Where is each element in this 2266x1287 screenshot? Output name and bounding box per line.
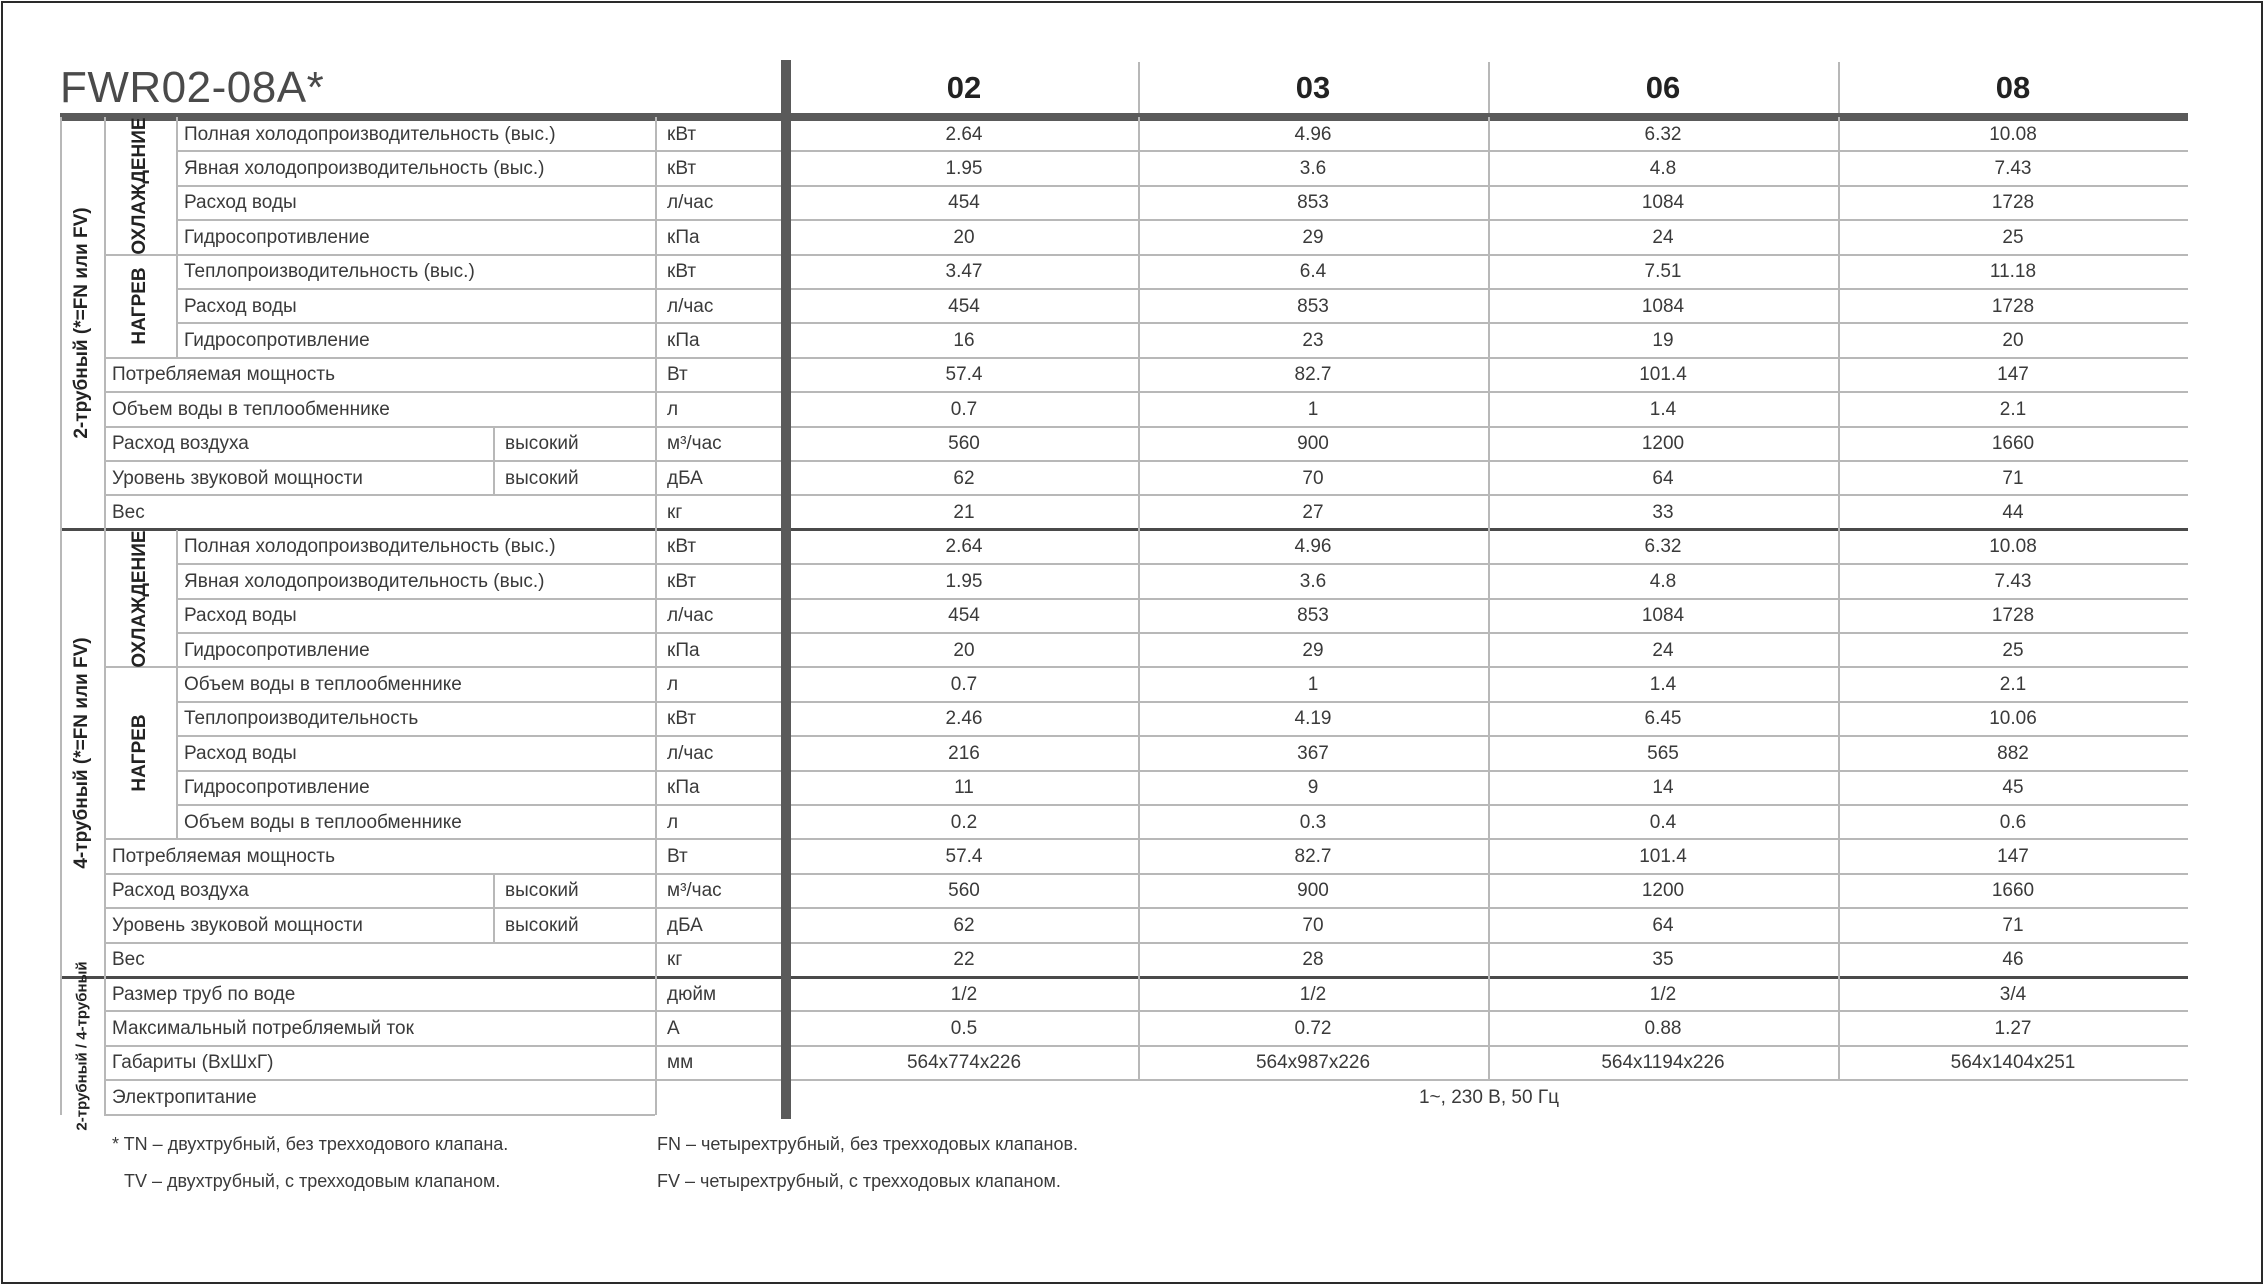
param-label: Потребляемая мощность <box>112 845 336 867</box>
value-cell: 1/2 <box>1649 983 1677 1005</box>
row-rule <box>104 357 2188 359</box>
value-cell: 0.88 <box>1644 1017 1682 1039</box>
row-rule <box>176 322 2188 324</box>
row-rule <box>176 563 2188 565</box>
row-rule <box>176 770 2188 772</box>
value-cell: 564x774x226 <box>906 1052 1022 1074</box>
subgroup-label-heating: НАГРЕВ <box>129 714 150 793</box>
value-cell: 564x1194x226 <box>1601 1052 1725 1074</box>
section-rule <box>60 976 2188 979</box>
param-label: Объем воды в теплообменнике <box>112 398 390 420</box>
value-cell: 1 <box>1307 673 1319 695</box>
model-header-08: 08 <box>1995 70 2031 105</box>
unit-label: кПа <box>667 639 700 661</box>
value-divider <box>1838 117 1840 1080</box>
row-rule <box>104 666 2188 668</box>
value-cell: 560 <box>948 433 980 455</box>
param-label: Полная холодопроизводительность (выс.) <box>184 123 556 145</box>
unit-label: л/час <box>667 295 714 317</box>
unit-label: А <box>667 1017 680 1039</box>
unit-label: кВт <box>667 570 697 592</box>
value-cell: 2.46 <box>945 708 983 730</box>
unit-label: кВт <box>667 157 697 179</box>
value-cell: 3.6 <box>1299 570 1327 592</box>
value-cell: 101.4 <box>1639 364 1687 386</box>
value-cell: 1.4 <box>1649 398 1677 420</box>
value-cell: 367 <box>1297 742 1329 764</box>
value-cell: 1084 <box>1641 192 1685 214</box>
unit-label: кПа <box>667 226 700 248</box>
value-cell: 4.8 <box>1649 157 1677 179</box>
param-label: Расход воды <box>184 742 297 764</box>
mode-divider <box>493 908 495 942</box>
value-cell: 454 <box>948 295 980 317</box>
value-cell: 82.7 <box>1294 364 1332 386</box>
mode-divider <box>493 874 495 908</box>
row-rule <box>104 1079 2188 1081</box>
unit-label: кВт <box>667 536 697 558</box>
row-rule <box>176 701 2188 703</box>
value-cell: 6.4 <box>1299 261 1327 283</box>
value-cell: 147 <box>1997 364 2029 386</box>
row-rule <box>104 838 2188 840</box>
value-cell: 900 <box>1297 880 1329 902</box>
value-cell: 0.7 <box>950 398 978 420</box>
param-label: Гидросопротивление <box>184 777 370 799</box>
value-cell: 29 <box>1302 226 1324 248</box>
value-cell: 24 <box>1652 639 1674 661</box>
param-label: Потребляемая мощность <box>112 364 336 386</box>
param-label: Электропитание <box>112 1086 257 1108</box>
row-rule <box>104 254 2188 256</box>
param-label: Объем воды в теплообменнике <box>184 811 462 833</box>
value-cell: 7.51 <box>1644 261 1682 283</box>
spine-rule <box>781 60 791 1119</box>
row-rule <box>176 150 2188 152</box>
value-cell: 25 <box>2002 226 2024 248</box>
model-header-02: 02 <box>946 70 982 105</box>
param-label: Вес <box>112 949 145 971</box>
param-label: Расход воздуха <box>112 433 249 455</box>
unit-label: л <box>667 673 679 695</box>
mode-label: высокий <box>505 433 579 455</box>
value-cell: 1/2 <box>1299 983 1327 1005</box>
param-label: Расход воды <box>184 605 297 627</box>
note-tv: TV – двухтрубный, с трехходовым клапаном. <box>124 1171 501 1191</box>
unit-label: кПа <box>667 777 700 799</box>
value-cell: 147 <box>1997 845 2029 867</box>
value-cell: 454 <box>948 605 980 627</box>
subgroup-label-heating: НАГРЕВ <box>129 267 150 345</box>
mode-label: высокий <box>505 880 579 902</box>
value-cell: 1660 <box>1991 433 2035 455</box>
value-cell: 71 <box>2002 467 2024 489</box>
value-cell: 4.8 <box>1649 570 1677 592</box>
subgroup-divider <box>176 117 178 358</box>
section-rule <box>60 528 2188 531</box>
value-cell: 20 <box>953 226 975 248</box>
value-cell: 1.95 <box>945 570 983 592</box>
value-cell: 0.4 <box>1649 811 1677 833</box>
value-cell: 21 <box>953 501 975 523</box>
value-cell: 1728 <box>1991 605 2035 627</box>
value-cell: 4.96 <box>1294 123 1332 145</box>
value-cell: 57.4 <box>945 364 983 386</box>
param-label: Явная холодопроизводительность (выс.) <box>184 157 545 179</box>
value-cell: 853 <box>1297 192 1329 214</box>
value-cell: 62 <box>953 914 975 936</box>
value-cell: 0.7 <box>950 673 978 695</box>
unit-label: кПа <box>667 329 700 351</box>
value-cell: 0.72 <box>1294 1017 1332 1039</box>
note-fv: FV – четырехтрубный, с трехходовых клапаном. <box>657 1171 1061 1191</box>
value-cell: 82.7 <box>1294 845 1332 867</box>
note-tn: * TN – двухтрубный, без трехходового клапана. <box>112 1134 509 1154</box>
row-rule <box>176 185 2188 187</box>
row-rule <box>104 873 2188 875</box>
value-cell: 0.2 <box>950 811 978 833</box>
value-cell: 28 <box>1302 949 1324 971</box>
value-cell: 24 <box>1652 226 1674 248</box>
value-cell: 0.6 <box>1999 811 2027 833</box>
value-cell: 46 <box>2002 949 2024 971</box>
value-cell: 19 <box>1652 329 1674 351</box>
value-cell: 900 <box>1297 433 1329 455</box>
value-cell: 560 <box>948 880 980 902</box>
value-cell: 14 <box>1652 777 1674 799</box>
unit-label: Вт <box>667 364 688 386</box>
row-rule <box>104 426 2188 428</box>
value-cell: 2.64 <box>945 123 983 145</box>
group-label-common: 2-трубный / 4-трубный <box>73 961 91 1131</box>
unit-label: м³/час <box>667 433 722 455</box>
value-cell: 9 <box>1307 777 1319 799</box>
header-separator <box>1838 62 1840 117</box>
value-cell: 216 <box>948 742 980 764</box>
param-label: Размер труб по воде <box>112 983 296 1005</box>
row-rule <box>104 1010 2188 1012</box>
value-cell: 101.4 <box>1639 845 1687 867</box>
mode-label: высокий <box>505 914 579 936</box>
unit-label: кВт <box>667 261 697 283</box>
value-cell: 62 <box>953 467 975 489</box>
value-cell: 1728 <box>1991 192 2035 214</box>
param-label: Теплопроизводительность <box>184 708 419 730</box>
unit-label: л/час <box>667 742 714 764</box>
value-cell: 6.32 <box>1644 123 1682 145</box>
value-cell: 70 <box>1302 914 1324 936</box>
value-cell: 3/4 <box>1999 983 2027 1005</box>
value-cell: 33 <box>1652 501 1674 523</box>
table-title: FWR02-08A* <box>60 63 325 112</box>
unit-divider <box>655 117 657 1115</box>
param-label: Вес <box>112 501 145 523</box>
unit-label: мм <box>667 1052 694 1074</box>
group-label-four-pipe: 4-трубный (*=FN или FV) <box>71 637 92 870</box>
value-cell: 1200 <box>1641 433 1685 455</box>
unit-label: кВт <box>667 708 697 730</box>
subgroup-label-cooling: ОХЛАЖДЕНИЕ <box>129 117 150 255</box>
group-label-two-pipe: 2-трубный (*=FN или FV) <box>71 207 92 440</box>
value-cell: 10.08 <box>1989 123 2037 145</box>
row-rule <box>104 1114 655 1116</box>
unit-label: кг <box>667 501 683 523</box>
value-cell: 11.18 <box>1989 261 2037 283</box>
param-label: Гидросопротивление <box>184 329 370 351</box>
value-cell: 1084 <box>1641 605 1685 627</box>
param-label: Расход воды <box>184 192 297 214</box>
row-rule <box>104 460 2188 462</box>
mode-divider <box>493 427 495 461</box>
value-cell: 20 <box>953 639 975 661</box>
value-cell: 3.47 <box>945 261 983 283</box>
value-cell: 20 <box>2002 329 2024 351</box>
value-cell: 64 <box>1652 467 1674 489</box>
param-label: Гидросопротивление <box>184 226 370 248</box>
value-cell: 1728 <box>1991 295 2035 317</box>
value-cell: 882 <box>1997 742 2029 764</box>
value-cell: 6.45 <box>1644 708 1682 730</box>
value-cell: 44 <box>2002 501 2024 523</box>
subgroup-label-cooling: ОХЛАЖДЕНИЕ <box>129 529 150 668</box>
row-rule <box>104 907 2188 909</box>
value-cell: 7.43 <box>1994 570 2032 592</box>
merged-value-cell: 1~, 230 В, 50 Гц <box>1418 1086 1559 1108</box>
value-cell: 22 <box>953 949 975 971</box>
param-label: Уровень звуковой мощности <box>112 914 363 936</box>
row-rule <box>104 1045 2188 1047</box>
group-divider <box>104 117 106 1115</box>
row-rule <box>104 391 2188 393</box>
unit-label: дБА <box>667 914 703 936</box>
unit-label: л <box>667 398 679 420</box>
value-cell: 29 <box>1302 639 1324 661</box>
value-cell: 454 <box>948 192 980 214</box>
value-cell: 1 <box>1307 398 1319 420</box>
value-cell: 45 <box>2002 777 2024 799</box>
row-rule <box>176 598 2188 600</box>
value-cell: 564x1404x251 <box>1950 1052 2076 1074</box>
subgroup-divider <box>176 530 178 840</box>
unit-label: л <box>667 811 679 833</box>
value-cell: 4.19 <box>1294 708 1332 730</box>
value-cell: 25 <box>2002 639 2024 661</box>
model-header-03: 03 <box>1295 70 1331 105</box>
mode-label: высокий <box>505 467 579 489</box>
value-cell: 6.32 <box>1644 536 1682 558</box>
model-header-06: 06 <box>1645 70 1681 105</box>
value-cell: 1/2 <box>950 983 978 1005</box>
row-rule <box>104 494 2188 496</box>
param-label: Расход воздуха <box>112 880 249 902</box>
value-cell: 70 <box>1302 467 1324 489</box>
value-cell: 1660 <box>1991 880 2035 902</box>
value-cell: 23 <box>1302 329 1324 351</box>
value-cell: 564x987x226 <box>1255 1052 1371 1074</box>
unit-label: дБА <box>667 467 703 489</box>
value-cell: 16 <box>953 329 975 351</box>
value-cell: 2.1 <box>1999 398 2027 420</box>
value-cell: 1.95 <box>945 157 983 179</box>
value-cell: 2.1 <box>1999 673 2027 695</box>
unit-label: л/час <box>667 605 714 627</box>
value-cell: 7.43 <box>1994 157 2032 179</box>
value-cell: 0.5 <box>950 1017 978 1039</box>
value-cell: 10.06 <box>1989 708 2037 730</box>
value-cell: 3.6 <box>1299 157 1327 179</box>
value-cell: 10.08 <box>1989 536 2037 558</box>
param-label: Гидросопротивление <box>184 639 370 661</box>
row-rule <box>176 735 2188 737</box>
row-rule <box>104 942 2188 944</box>
param-label: Объем воды в теплообменнике <box>184 673 462 695</box>
value-cell: 2.64 <box>945 536 983 558</box>
param-label: Явная холодопроизводительность (выс.) <box>184 570 545 592</box>
param-label: Теплопроизводительность (выс.) <box>184 261 475 283</box>
param-label: Уровень звуковой мощности <box>112 467 363 489</box>
row-rule <box>176 288 2188 290</box>
note-fn: FN – четырехтрубный, без трехходовых клапанов. <box>657 1134 1079 1154</box>
row-rule <box>176 804 2188 806</box>
value-cell: 11 <box>954 777 974 799</box>
value-cell: 35 <box>1652 949 1674 971</box>
header-separator <box>1138 62 1140 117</box>
value-cell: 0.3 <box>1299 811 1327 833</box>
unit-label: м³/час <box>667 880 722 902</box>
unit-label: кВт <box>667 123 697 145</box>
value-cell: 4.96 <box>1294 536 1332 558</box>
value-cell: 1084 <box>1641 295 1685 317</box>
param-label: Габариты (ВхШхГ) <box>112 1052 274 1074</box>
unit-label: кг <box>667 949 683 971</box>
value-cell: 853 <box>1297 295 1329 317</box>
value-cell: 64 <box>1652 914 1674 936</box>
param-label: Полная холодопроизводительность (выс.) <box>184 536 556 558</box>
unit-label: дюйм <box>667 983 717 1005</box>
mode-divider <box>493 461 495 495</box>
unit-label: л/час <box>667 192 714 214</box>
value-cell: 1.27 <box>1994 1017 2032 1039</box>
frame-left <box>60 117 62 1115</box>
row-rule <box>176 632 2188 634</box>
unit-label: Вт <box>667 845 688 867</box>
value-cell: 71 <box>2002 914 2024 936</box>
value-cell: 1200 <box>1641 880 1685 902</box>
row-rule <box>176 219 2188 221</box>
header-separator <box>1488 62 1490 117</box>
value-cell: 565 <box>1647 742 1679 764</box>
value-cell: 853 <box>1297 605 1329 627</box>
value-cell: 27 <box>1302 501 1324 523</box>
param-label: Максимальный потребляемый ток <box>112 1017 414 1039</box>
value-divider <box>1488 117 1490 1080</box>
value-divider <box>1138 117 1140 1080</box>
value-cell: 1.4 <box>1649 673 1677 695</box>
value-cell: 57.4 <box>945 845 983 867</box>
param-label: Расход воды <box>184 295 297 317</box>
